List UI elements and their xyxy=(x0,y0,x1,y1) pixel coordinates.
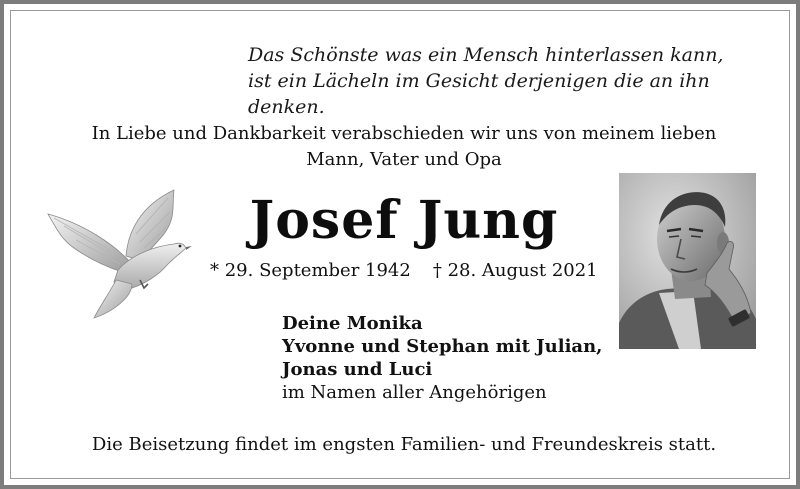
deceased-name: Josef Jung xyxy=(249,190,559,251)
intro-line-1: In Liebe und Dankbarkeit verabschieden wir uns von meinem lieben xyxy=(91,123,717,144)
birth-date: * 29. September 1942 xyxy=(210,260,411,281)
family-signature xyxy=(282,312,602,404)
quote-line-1: Das Schönste was ein Mensch hinterlassen kann, xyxy=(248,44,724,66)
intro-text xyxy=(4,121,800,173)
family-line-2: Yvonne und Stephan mit Julian, xyxy=(282,336,603,357)
quote xyxy=(248,42,768,120)
life-dates xyxy=(210,258,598,284)
family-line-1: Deine Monika xyxy=(282,313,423,334)
funeral-note: Die Beisetzung findet im engsten Familien- und Freundeskreis statt. xyxy=(91,434,717,455)
quote-line-2: ist ein Lächeln im Gesicht derjenigen die an ihn denken. xyxy=(248,70,710,118)
family-line-4: im Namen aller Angehörigen xyxy=(282,382,547,403)
family-line-3: Jonas und Luci xyxy=(282,359,433,380)
portrait-photo xyxy=(619,173,756,349)
death-date: † 28. August 2021 xyxy=(432,260,598,281)
intro-line-2: Mann, Vater und Opa xyxy=(306,149,502,170)
